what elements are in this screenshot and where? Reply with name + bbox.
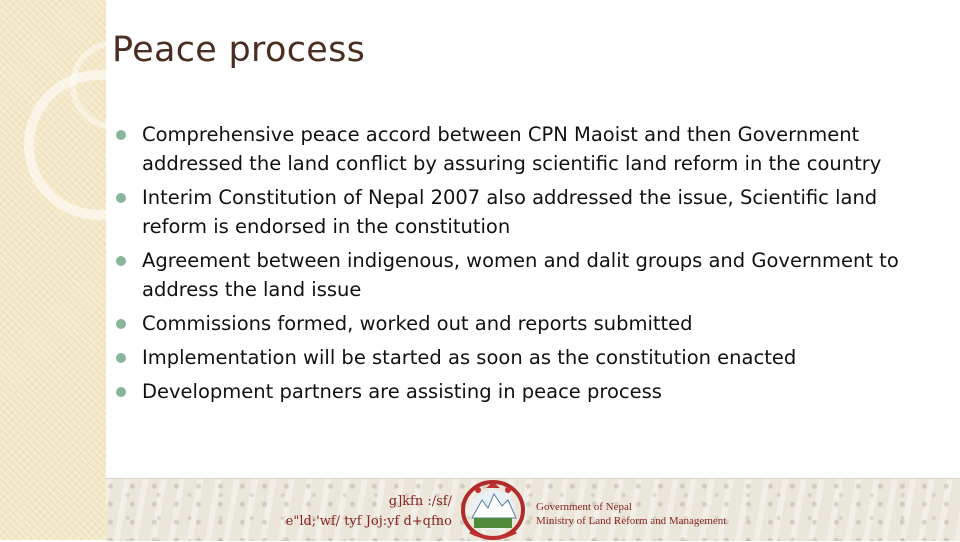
bullet-item xyxy=(104,246,924,304)
footer-nepali-line2: e"ld;'wf/ tyf Joj:yf d+qfno xyxy=(285,514,452,529)
bullet-item xyxy=(104,343,924,372)
bullet-item xyxy=(104,377,924,406)
bullet-dot-icon xyxy=(116,319,126,329)
bullet-text: Implementation will be started as soon as the constitution enacted xyxy=(142,346,797,369)
bullet-item xyxy=(104,183,924,241)
bullet-item xyxy=(104,120,924,178)
bullet-dot-icon xyxy=(116,353,126,363)
footer-english-text xyxy=(536,500,726,528)
bullet-text: Agreement between indigenous, women and dalit groups and Government to address the land issue xyxy=(142,249,899,301)
footer-band xyxy=(106,478,960,541)
bullet-dot-icon xyxy=(116,130,126,140)
bullet-text: Commissions formed, worked out and reports submitted xyxy=(142,312,693,335)
slide-title: Peace process xyxy=(112,30,366,70)
bullet-list xyxy=(104,120,924,411)
footer-english-line2: Ministry of Land Reform and Management xyxy=(536,515,727,527)
bullet-text: Comprehensive peace accord between CPN Maoist and then Government addressed the land conflict by assuring scientific land reform in the country xyxy=(142,123,882,175)
nepal-emblem-icon xyxy=(458,478,528,542)
bullet-dot-icon xyxy=(116,256,126,266)
bullet-text: Interim Constitution of Nepal 2007 also addressed the issue, Scientific land reform is endorsed in the constitution xyxy=(142,186,878,238)
bullet-dot-icon xyxy=(116,387,126,397)
bullet-dot-icon xyxy=(116,193,126,203)
footer-nepali-text xyxy=(286,492,452,532)
footer-english-line1: Government of Nepal xyxy=(536,501,632,513)
bullet-text: Development partners are assisting in peace process xyxy=(142,380,662,403)
bullet-item xyxy=(104,309,924,338)
footer-nepali-line1: g]kfn :/sf/ xyxy=(388,494,452,509)
